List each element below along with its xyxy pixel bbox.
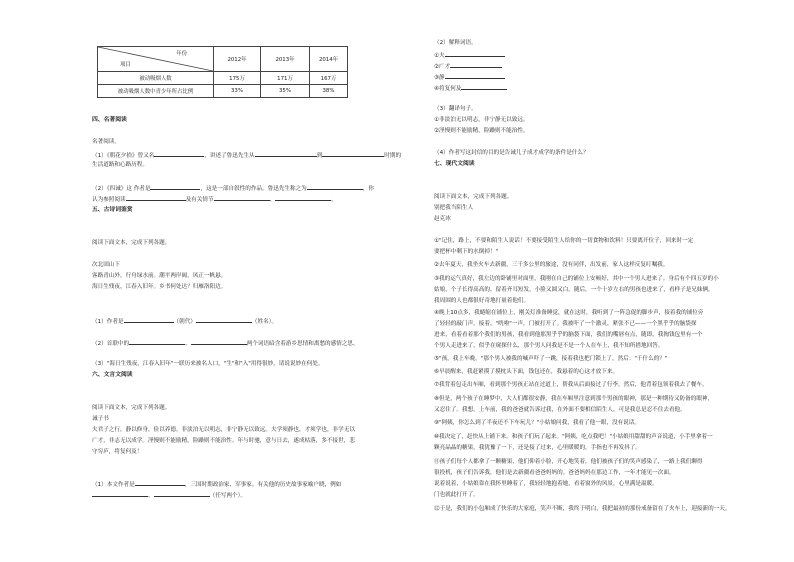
s6-q1-line1: （1）本文作者是 ，三国时期政治家、军事家。有关他的历史故事家喻户晓，例如 bbox=[92, 482, 342, 488]
table-cell: 33% bbox=[214, 85, 261, 98]
para-5: ⑤"孩，我上车晚，"那个男人被我的喊声吓了一跳，接着我也把门锁上了，然后："千什么的？" bbox=[434, 356, 668, 362]
para-8a: ⑧但是，两个孩子在睡梦中，大人们都很安静，我在车厢里注意到那个男孩的眼神，那是一种期待又防备的眼神， bbox=[434, 396, 714, 402]
table-row bbox=[98, 85, 348, 98]
smoking-stats-table bbox=[97, 46, 348, 98]
essay-title: 诫子书 bbox=[92, 416, 109, 422]
para-9: ⑨"阿姨，你怎么到了半夜还不下车玩儿？"小姑娘问我，我看了他一眼，没有说话。 bbox=[434, 420, 640, 426]
para-2: ②去年夏天，我坐火车去新疆，三千多公里的旅途，没有同伴，出发前，家人这样反复叮嘱我。 bbox=[434, 262, 669, 268]
table-cell: 38% bbox=[310, 85, 348, 98]
para-3c: 我周围的人也都很好奇地打量着他们。 bbox=[434, 298, 530, 304]
para-4a: ④晚上10点多，我蜷缩在铺位上，刚关灯准备睡觉，就在这时，我听到了一阵急促的脚步声，接着我的铺位旁 bbox=[434, 310, 704, 316]
para-6: ⑥早晨醒来，我赶紧摸了摸枕头下面，钱包还在，我悬着的心这才放下来。 bbox=[434, 369, 619, 375]
s5-q2: （2）首联中的 、 两个词语暗含着游乡思情和离愁的感情之思。 bbox=[92, 341, 359, 347]
table-row bbox=[98, 72, 348, 85]
para-1b: 要把杯中剩下的水倒掉！" bbox=[434, 249, 499, 255]
table-cell: 175万 bbox=[214, 72, 261, 85]
s5-q3: （3）"海日生残夜，江春入旧年"一联历来被名人口，"生"和"入"用得很妙，请说说妙在何处。 bbox=[92, 361, 324, 367]
para-4b: 了轻轻的敲门声，接着，"咣啦"一声，门被打开了。我被吓了一个激灵，紧张不已——一个黑乎乎的脑袋探 bbox=[434, 321, 697, 327]
section-4-heading: 四、名著阅读 bbox=[92, 117, 127, 123]
story-author: 赵克冰 bbox=[434, 216, 451, 222]
s4-q2-line1: （2）《四诫》这 作者是 ，这是一部自叙性的作品。鲁迅先生称之为 ，你 bbox=[92, 186, 374, 192]
q3-heading: （3）翻译句子。 bbox=[434, 106, 477, 112]
s4-q2-line2: 认为参照阅读 及有关情节 、 。 bbox=[92, 197, 337, 203]
diagonal-line bbox=[98, 47, 213, 71]
s6-q1-line2: 、 （任写两个）。 bbox=[92, 491, 246, 500]
para-3a: ③我的运气真好，我左边的卧铺里对面里，我刚在自己的铺位上安顿好，其中一个男人进来了。身后有个四五岁的小 bbox=[434, 276, 719, 282]
para-7: ⑦我背着包走出车厢，看到那个男孩正站在过道上，帮我从后面接过了行李，然后，他背着包领着我去了餐车。 bbox=[434, 382, 708, 388]
story-title: 别把我当陌生人 bbox=[434, 205, 474, 211]
poem-line-2: 海日生残夜，江春入旧年。乡书何处达？归雁洛阳边。 bbox=[92, 284, 227, 290]
s4-intro: 名著阅读。 bbox=[92, 139, 120, 145]
section-6-heading: 六、文言文阅读 bbox=[92, 372, 133, 378]
table-cell: 167万 bbox=[310, 72, 348, 85]
para-11b: 很投机，孩子们告诉我，他们是去新疆看爸爸妈妈的。爸爸妈妈在那边工作，一年才能见一次面。 bbox=[434, 470, 675, 476]
year-header: 2013年 bbox=[261, 47, 310, 72]
para-11a: ⑪孩子们每个人都拿了一颗糖果，他们仰着小脸，开心地笑着，他们被孩子们的笑声感染了，一路上我们聊得 bbox=[434, 459, 703, 465]
para-11c: 说着说着，小姑娘靠在我怀里睡着了，我轻轻地抱着她，看着窗外的风景，心里满是温暖。 bbox=[434, 481, 658, 487]
s5-intro: 阅读下面文本，完成下列各题。 bbox=[92, 240, 171, 246]
para-11d: 门也就此打开了。 bbox=[434, 492, 479, 498]
essay-line-1: 夫君子之行，静以修身，俭以养德。非淡泊无以明志，非宁静无以致远。夫学须静也，才须学也，非学无以 bbox=[92, 427, 355, 433]
year-header: 2012年 bbox=[214, 47, 261, 72]
q4: （4）作者写这封信的目的是告诫儿子成才成学的条件是什么？ bbox=[434, 150, 589, 156]
s4-q1-line1: （1）《朝花夕拾》曾又名 ，讲述了鲁迅先生从 到 时期的 bbox=[92, 153, 402, 159]
s4-q1-line2: 生活道路和心路历程。 bbox=[92, 162, 148, 168]
para-8b: 又忍住了。我想，上车前，我的爸爸就告诉过我，在外面不要相信陌生人，可是我总是忍不住去看他。 bbox=[434, 407, 686, 413]
table-cell: 35% bbox=[261, 85, 310, 98]
row-label: 被动吸烟人数 bbox=[98, 72, 214, 85]
row-label: 被动吸烟人数中青少年所占比例 bbox=[98, 85, 214, 98]
para-10b: 颗亮晶晶的糖果，我犹豫了一下，还是接了过来，心里暖暖的，手指也不再发抖了。 bbox=[434, 445, 641, 451]
word-2: ②广才 bbox=[434, 62, 502, 71]
translate-2: ②淫慢则不能励精，险躁则不能治性。 bbox=[434, 128, 529, 134]
para-3b: 姑娘，个子长得高高的，留着齐耳短发，小脸又圆又白。随后，一个十岁左右的男孩也进来了，看样子是兄妹俩。 bbox=[434, 287, 714, 293]
translate-1: ①非淡泊无以明志，非宁静无以致远。 bbox=[434, 117, 529, 123]
word-4: ④将复何及 bbox=[434, 84, 507, 93]
q2-heading: （2）解释词语。 bbox=[434, 40, 477, 46]
word-3: ③静 bbox=[434, 73, 505, 82]
s7-intro: 阅读下面文本，完成下列各题。 bbox=[434, 194, 513, 200]
essay-line-3: 守穷庐，将复何及！ bbox=[92, 449, 143, 455]
poem-line-1: 客路青山外，行舟绿水前。潮平两岸阔，风正一帆悬。 bbox=[92, 273, 227, 279]
para-1a: ①"记住，路上，不要和陌生人说话！不要接受陌生人给你的一切食物和饮料！只要离开位子，回来时一定 bbox=[434, 238, 694, 244]
para-4c: 进来，看着看着那个我们的男孩，我看到他那黑乎乎的脑袋下面，我们的嘴唇有点，随即，我掏钱包里有一个 bbox=[434, 332, 703, 338]
para-12: ⑫于是，我们的小包厢成了快乐的大家庭，笑声不断，我终于明白，我把最初的那份戒备留在了火车上，迎接新的一天。 bbox=[434, 506, 731, 512]
table-cell: 171万 bbox=[261, 72, 310, 85]
section-5-heading: 五、古诗词鉴赏 bbox=[92, 207, 133, 213]
word-1: ①夫 bbox=[434, 51, 505, 60]
para-4d: 个男人走进来了，似乎在窥探什么，那个男人问我是不是一个人在车上，我不知所措地回答。 bbox=[434, 343, 664, 349]
year-header: 2014年 bbox=[310, 47, 348, 72]
table-diagonal-header bbox=[98, 47, 214, 72]
s5-q1: （1）作者是 （朝代） （姓名）。 bbox=[92, 319, 278, 325]
diag-top-label: 年份 bbox=[176, 51, 187, 57]
poem-title: 次北固山下 bbox=[92, 262, 120, 268]
diag-bottom-label: 项目 bbox=[120, 62, 131, 68]
s6-intro: 阅读下面文本，完成下列各题。 bbox=[92, 405, 171, 411]
essay-line-2: 广才，非志无以成学。淫慢则不能励精，险躁则不能治性。年与时驰，意与日去，遂成枯落，多不接世，悲 bbox=[92, 438, 355, 444]
para-10a: ⑩我决定了，赶快从上铺下来，和孩子们玩了起来。"阿姨，吃点我吧！"小姑娘用甜甜的声音说道，小手里拿着一 bbox=[434, 434, 713, 440]
section-7-heading: 七、现代文阅读 bbox=[434, 161, 475, 167]
